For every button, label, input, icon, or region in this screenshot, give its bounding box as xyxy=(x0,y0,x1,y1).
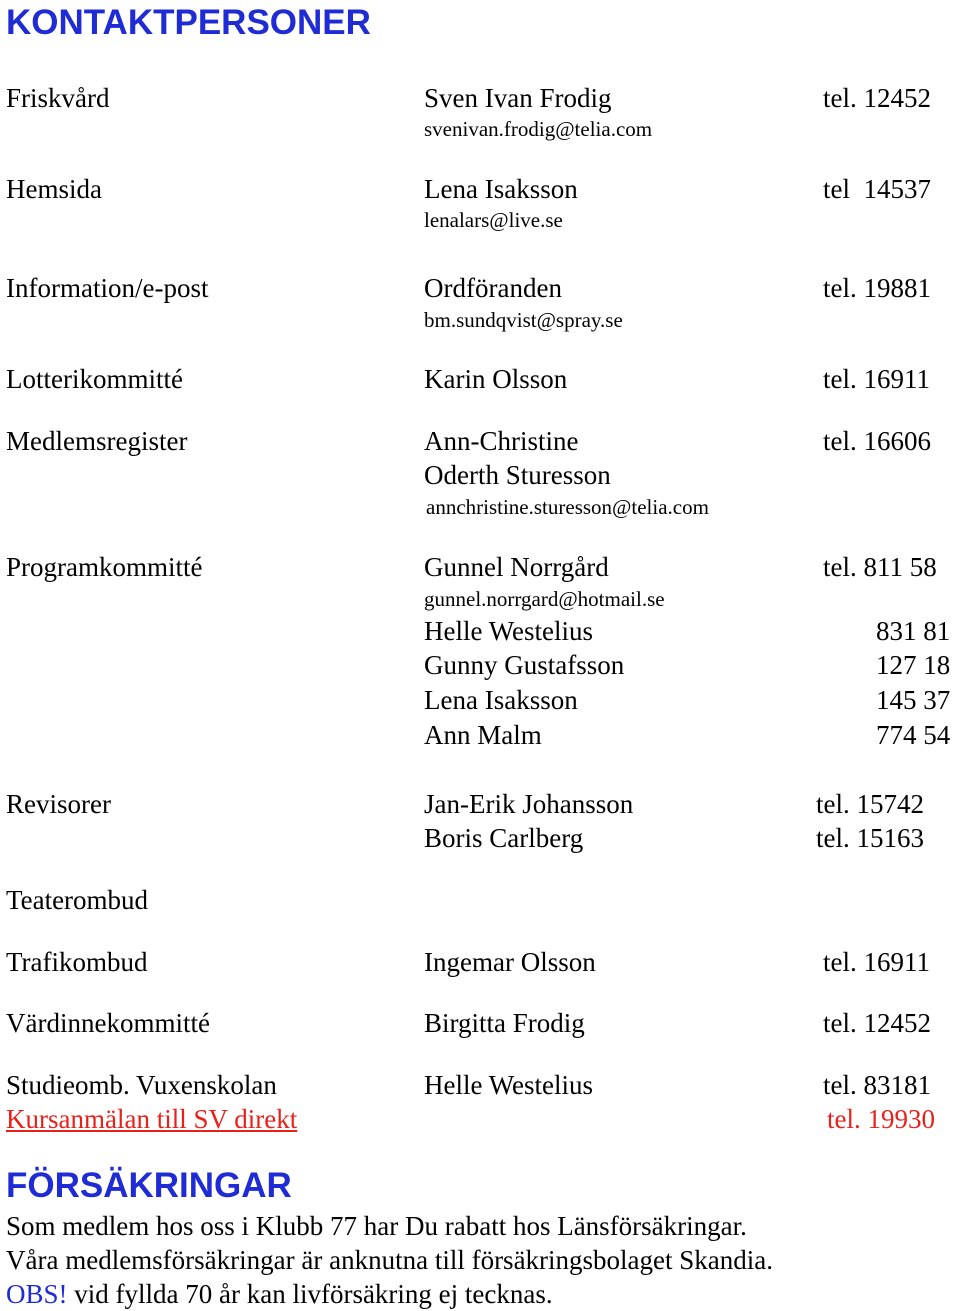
obs-label: OBS! xyxy=(6,1279,68,1309)
contact-phone: tel. 83181 xyxy=(823,1070,931,1100)
insurance-line-3-text: vid fyllda 70 år kan livförsäkring ej tecknas. xyxy=(67,1279,553,1309)
contact-email[interactable]: svenivan.frodig@telia.com xyxy=(424,117,653,141)
contact-name: Sven Ivan Frodig xyxy=(424,83,612,113)
category-hemsida: Hemsida xyxy=(6,174,102,204)
course-signup-phone: tel. 19930 xyxy=(827,1104,935,1134)
member-phone: 145 37 xyxy=(876,685,951,715)
contact-name-continued: Oderth Sturesson xyxy=(424,460,611,490)
contact-email[interactable]: bm.sundqvist@spray.se xyxy=(424,308,623,332)
insurance-line-1: Som medlem hos oss i Klubb 77 har Du rabatt hos Länsförsäkringar. xyxy=(6,1211,747,1241)
contact-name: Karin Olsson xyxy=(424,364,568,394)
category-medlemsregister: Medlemsregister xyxy=(6,426,188,456)
insurance-line-3 xyxy=(6,1281,553,1308)
category-information: Information/e-post xyxy=(6,273,209,303)
contact-phone: tel. 16911 xyxy=(823,364,930,394)
contact-phone: tel. 15163 xyxy=(816,823,924,853)
member-phone: 831 81 xyxy=(876,616,951,646)
member-name: Ann Malm xyxy=(424,720,542,750)
contact-name: Ann-Christine xyxy=(424,426,579,456)
member-name: Gunny Gustafsson xyxy=(424,650,625,680)
contact-name: Helle Westelius xyxy=(424,1070,594,1100)
contact-email[interactable]: lenalars@live.se xyxy=(424,208,563,232)
category-studie: Studieomb. Vuxenskolan xyxy=(6,1070,277,1100)
member-phone: 774 54 xyxy=(876,720,951,750)
member-name: Lena Isaksson xyxy=(424,685,578,715)
category-teater: Teaterombud xyxy=(6,885,149,915)
contact-name: Gunnel Norrgård xyxy=(424,552,609,582)
course-signup-link[interactable]: Kursanmälan till SV direkt xyxy=(6,1104,298,1134)
contact-email[interactable]: gunnel.norrgard@hotmail.se xyxy=(424,587,665,611)
category-friskvard: Friskvård xyxy=(6,83,110,113)
contact-phone: tel. 811 58 xyxy=(823,552,937,582)
member-phone: 127 18 xyxy=(876,650,951,680)
category-revisorer: Revisorer xyxy=(6,789,111,819)
category-program: Programkommitté xyxy=(6,552,203,582)
insurance-heading: FÖRSÄKRINGAR xyxy=(6,1166,292,1205)
category-trafik: Trafikombud xyxy=(6,947,148,977)
contact-name: Boris Carlberg xyxy=(424,823,584,853)
category-lotteri: Lotterikommitté xyxy=(6,364,183,394)
member-name: Helle Westelius xyxy=(424,616,594,646)
category-vardinne: Värdinnekommitté xyxy=(6,1008,210,1038)
contact-phone: tel. 15742 xyxy=(816,789,924,819)
contact-phone: tel 14537 xyxy=(823,174,931,204)
contact-phone: tel. 12452 xyxy=(823,83,931,113)
contact-name: Ingemar Olsson xyxy=(424,947,596,977)
contact-name: Birgitta Frodig xyxy=(424,1008,585,1038)
contact-phone: tel. 12452 xyxy=(823,1008,931,1038)
contact-phone: tel. 16911 xyxy=(823,947,930,977)
contact-name: Lena Isaksson xyxy=(424,174,578,204)
contact-name: Jan-Erik Johansson xyxy=(424,789,634,819)
contacts-heading: KONTAKTPERSONER xyxy=(6,3,371,42)
contact-phone: tel. 19881 xyxy=(823,273,931,303)
insurance-line-2: Våra medlemsförsäkringar är anknutna till försäkringsbolaget Skandia. xyxy=(6,1245,774,1275)
contact-name: Ordföranden xyxy=(424,273,562,303)
contact-phone: tel. 16606 xyxy=(823,426,931,456)
contact-email[interactable]: annchristine.sturesson@telia.com xyxy=(426,495,709,519)
